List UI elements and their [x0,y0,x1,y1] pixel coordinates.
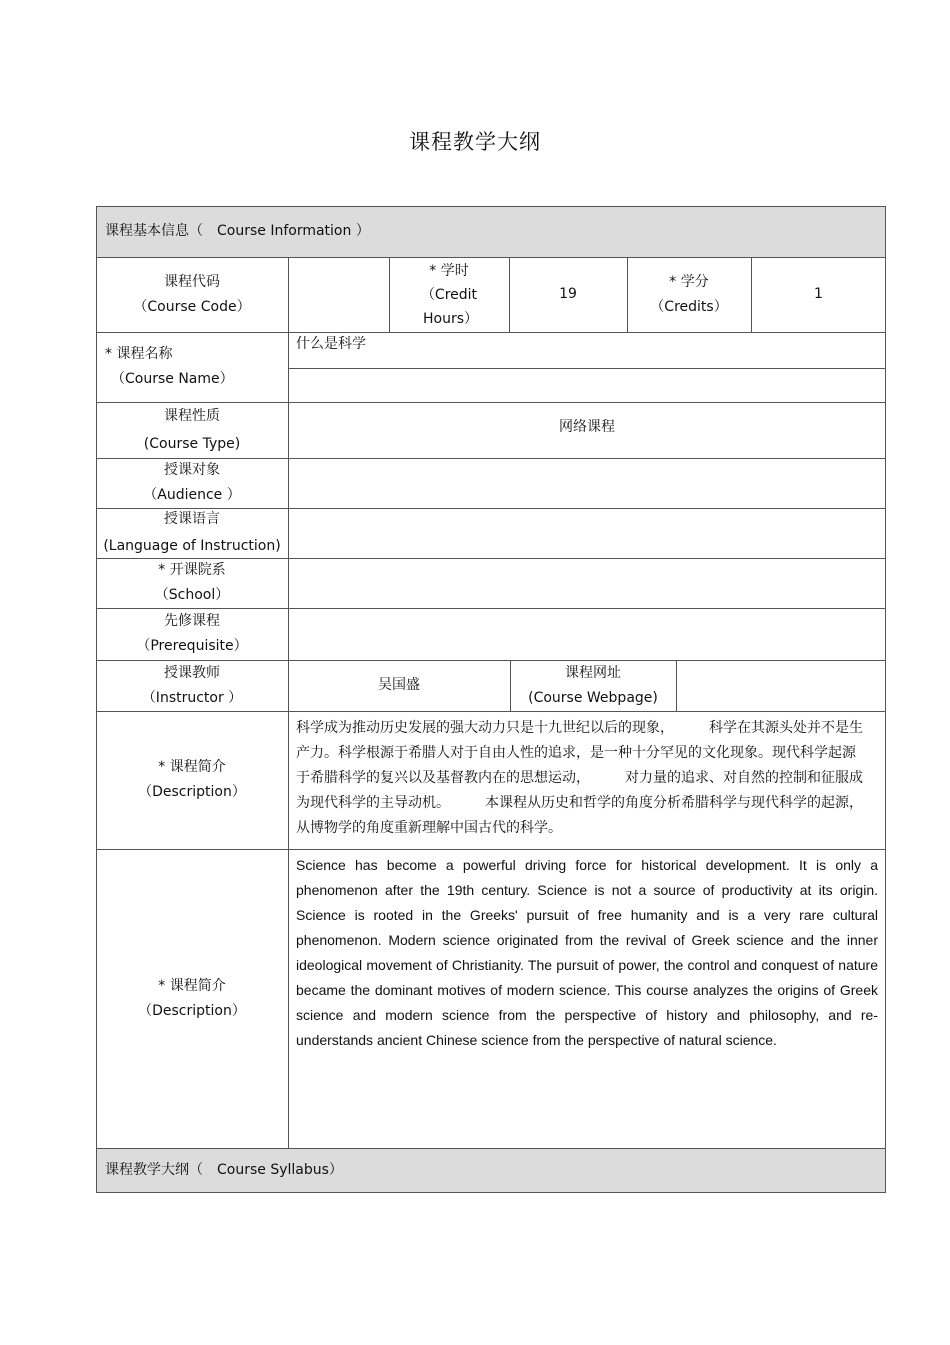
section-header-course-information [96,206,886,257]
credits-value-cell[interactable] [751,257,886,332]
instructor-label-en: （Instructor ） [141,689,243,706]
course-name-label-cell [96,332,288,402]
row-divider [96,508,886,509]
border-right [885,206,886,1193]
language-label-cell [96,508,288,558]
language-label-cn: 授课语言 [164,511,220,527]
instructor-label-cn: 授课教师 [164,664,220,681]
column-divider [510,660,511,711]
row-divider [96,1148,886,1149]
hours-label-cell [389,257,509,332]
audience-label-en: （Audience ） [143,487,241,503]
hours-label-2: （Credit [420,286,478,303]
school-value-cell[interactable] [288,558,886,608]
audience-value-cell[interactable] [288,458,886,508]
language-value-cell[interactable] [288,508,886,558]
row-divider [96,608,886,609]
prerequisite-label-cn: 先修课程 [164,613,220,629]
credits-value: 1 [814,286,823,302]
row-divider [96,257,886,258]
hours-value-cell[interactable] [509,257,627,332]
hours-label-1: * 学时 [429,262,469,279]
description-cn-text: 科学成为推动历史发展的强大动力只是十九世纪以后的现象， 科学在其源头处并不是生产力。科学根源于希腊人对于自由人性的追求，是一种十分罕见的文化现象。现代科学起源于希腊科学的复兴以及基督教内在的思想运动， 对力量的追求、对自然的控制和征服成为现代科学的主导动机。 本课程从历史和哲学的角度分析希腊科学与现代科学的起源，从博物学的角度重新理解中国古代的科学。 [296,720,863,836]
school-label-cn: * 开课院系 [158,562,226,578]
credits-label-en: （Credits） [650,298,728,315]
column-divider [509,257,510,332]
hours-label-3: Hours） [423,310,479,327]
webpage-label-cell [510,660,676,711]
border-top [96,206,886,207]
row-divider [96,458,886,459]
instructor-value: 吴国盛 [378,677,420,693]
border-left [96,206,97,1193]
credits-label-cn: * 学分 [669,273,709,290]
row-divider [96,849,886,850]
row-divider [96,402,886,403]
course-type-label-cell [96,402,288,458]
row-divider [288,368,886,369]
column-divider [288,257,289,1148]
row-divider [96,660,886,661]
course-code-label-cn: 课程代码 [164,273,220,290]
course-type-label-en: (Course Type) [143,436,241,452]
school-label-cell [96,558,288,608]
border-bottom [96,1192,886,1193]
instructor-label-cell [96,660,288,711]
row-divider [96,711,886,712]
column-divider [389,257,390,332]
course-code-value-cell[interactable] [288,257,389,332]
webpage-value-cell[interactable] [676,660,886,711]
description-en-label-en: （Description） [138,1002,246,1019]
course-name-label-en: （Course Name） [111,371,234,387]
course-name-en-value-cell[interactable] [288,368,886,402]
audience-label-cell [96,458,288,508]
webpage-label-cn: 课程网址 [565,664,621,681]
column-divider [676,660,677,711]
section-footer-label: 课程教学大纲（ Course Syllabus） [105,1162,343,1178]
column-divider [627,257,628,332]
course-type-value-cell[interactable] [288,402,886,458]
course-code-label-en: （Course Code） [133,298,251,315]
section-header-course-syllabus [96,1148,886,1193]
description-cn-label-en: （Description） [138,784,246,800]
page-title: 课程教学大纲 [409,130,541,154]
column-divider [751,257,752,332]
course-name-cn-value: 什么是科学 [296,336,366,352]
prerequisite-label-cell [96,608,288,660]
description-en-text: Science has become a powerful driving force for historical development. It is only a phenomenon after the 19th century. Science is not a source of productivity at its origin. Science is rooted in the Greeks' pursuit of free humanity and is a very rare cultural phenomenon. Modern science originated from the revival of Greek science and the inner ideological movement of Christianity. The pursuit of power, the control and conquest of nature became the dominant motives of modern science. This course analyzes the origins of Greek science and modern science from the perspective of history and philosophy, and re-understands ancient Chinese science from the perspective of natural science. [296,857,878,1048]
section-header-label: 课程基本信息（ Course Information ） [105,223,370,239]
webpage-label-en: (Course Webpage) [528,689,658,706]
course-code-label-cell [96,257,288,332]
prerequisite-value-cell[interactable] [288,608,886,660]
row-divider [96,558,886,559]
course-type-label-cn: 课程性质 [164,408,220,424]
description-cn-label-cn: * 课程简介 [158,759,226,775]
language-label-en: (Language of Instruction) [103,538,281,554]
credits-label-cell [627,257,751,332]
course-name-cn-value-cell[interactable] [288,332,886,368]
description-en-label-cn: * 课程简介 [158,977,226,994]
description-cn-label-cell [96,711,288,849]
description-en-label-cell [96,849,288,1148]
school-label-en: （School） [154,587,230,603]
hours-value: 19 [559,286,577,302]
instructor-value-cell[interactable] [288,660,510,711]
row-divider [96,332,886,333]
course-name-label-cn: * 课程名称 [105,346,173,362]
audience-label-cn: 授课对象 [164,462,220,478]
course-info-form [96,206,886,1193]
course-type-value: 网络课程 [559,418,615,435]
prerequisite-label-en: （Prerequisite） [136,638,248,654]
